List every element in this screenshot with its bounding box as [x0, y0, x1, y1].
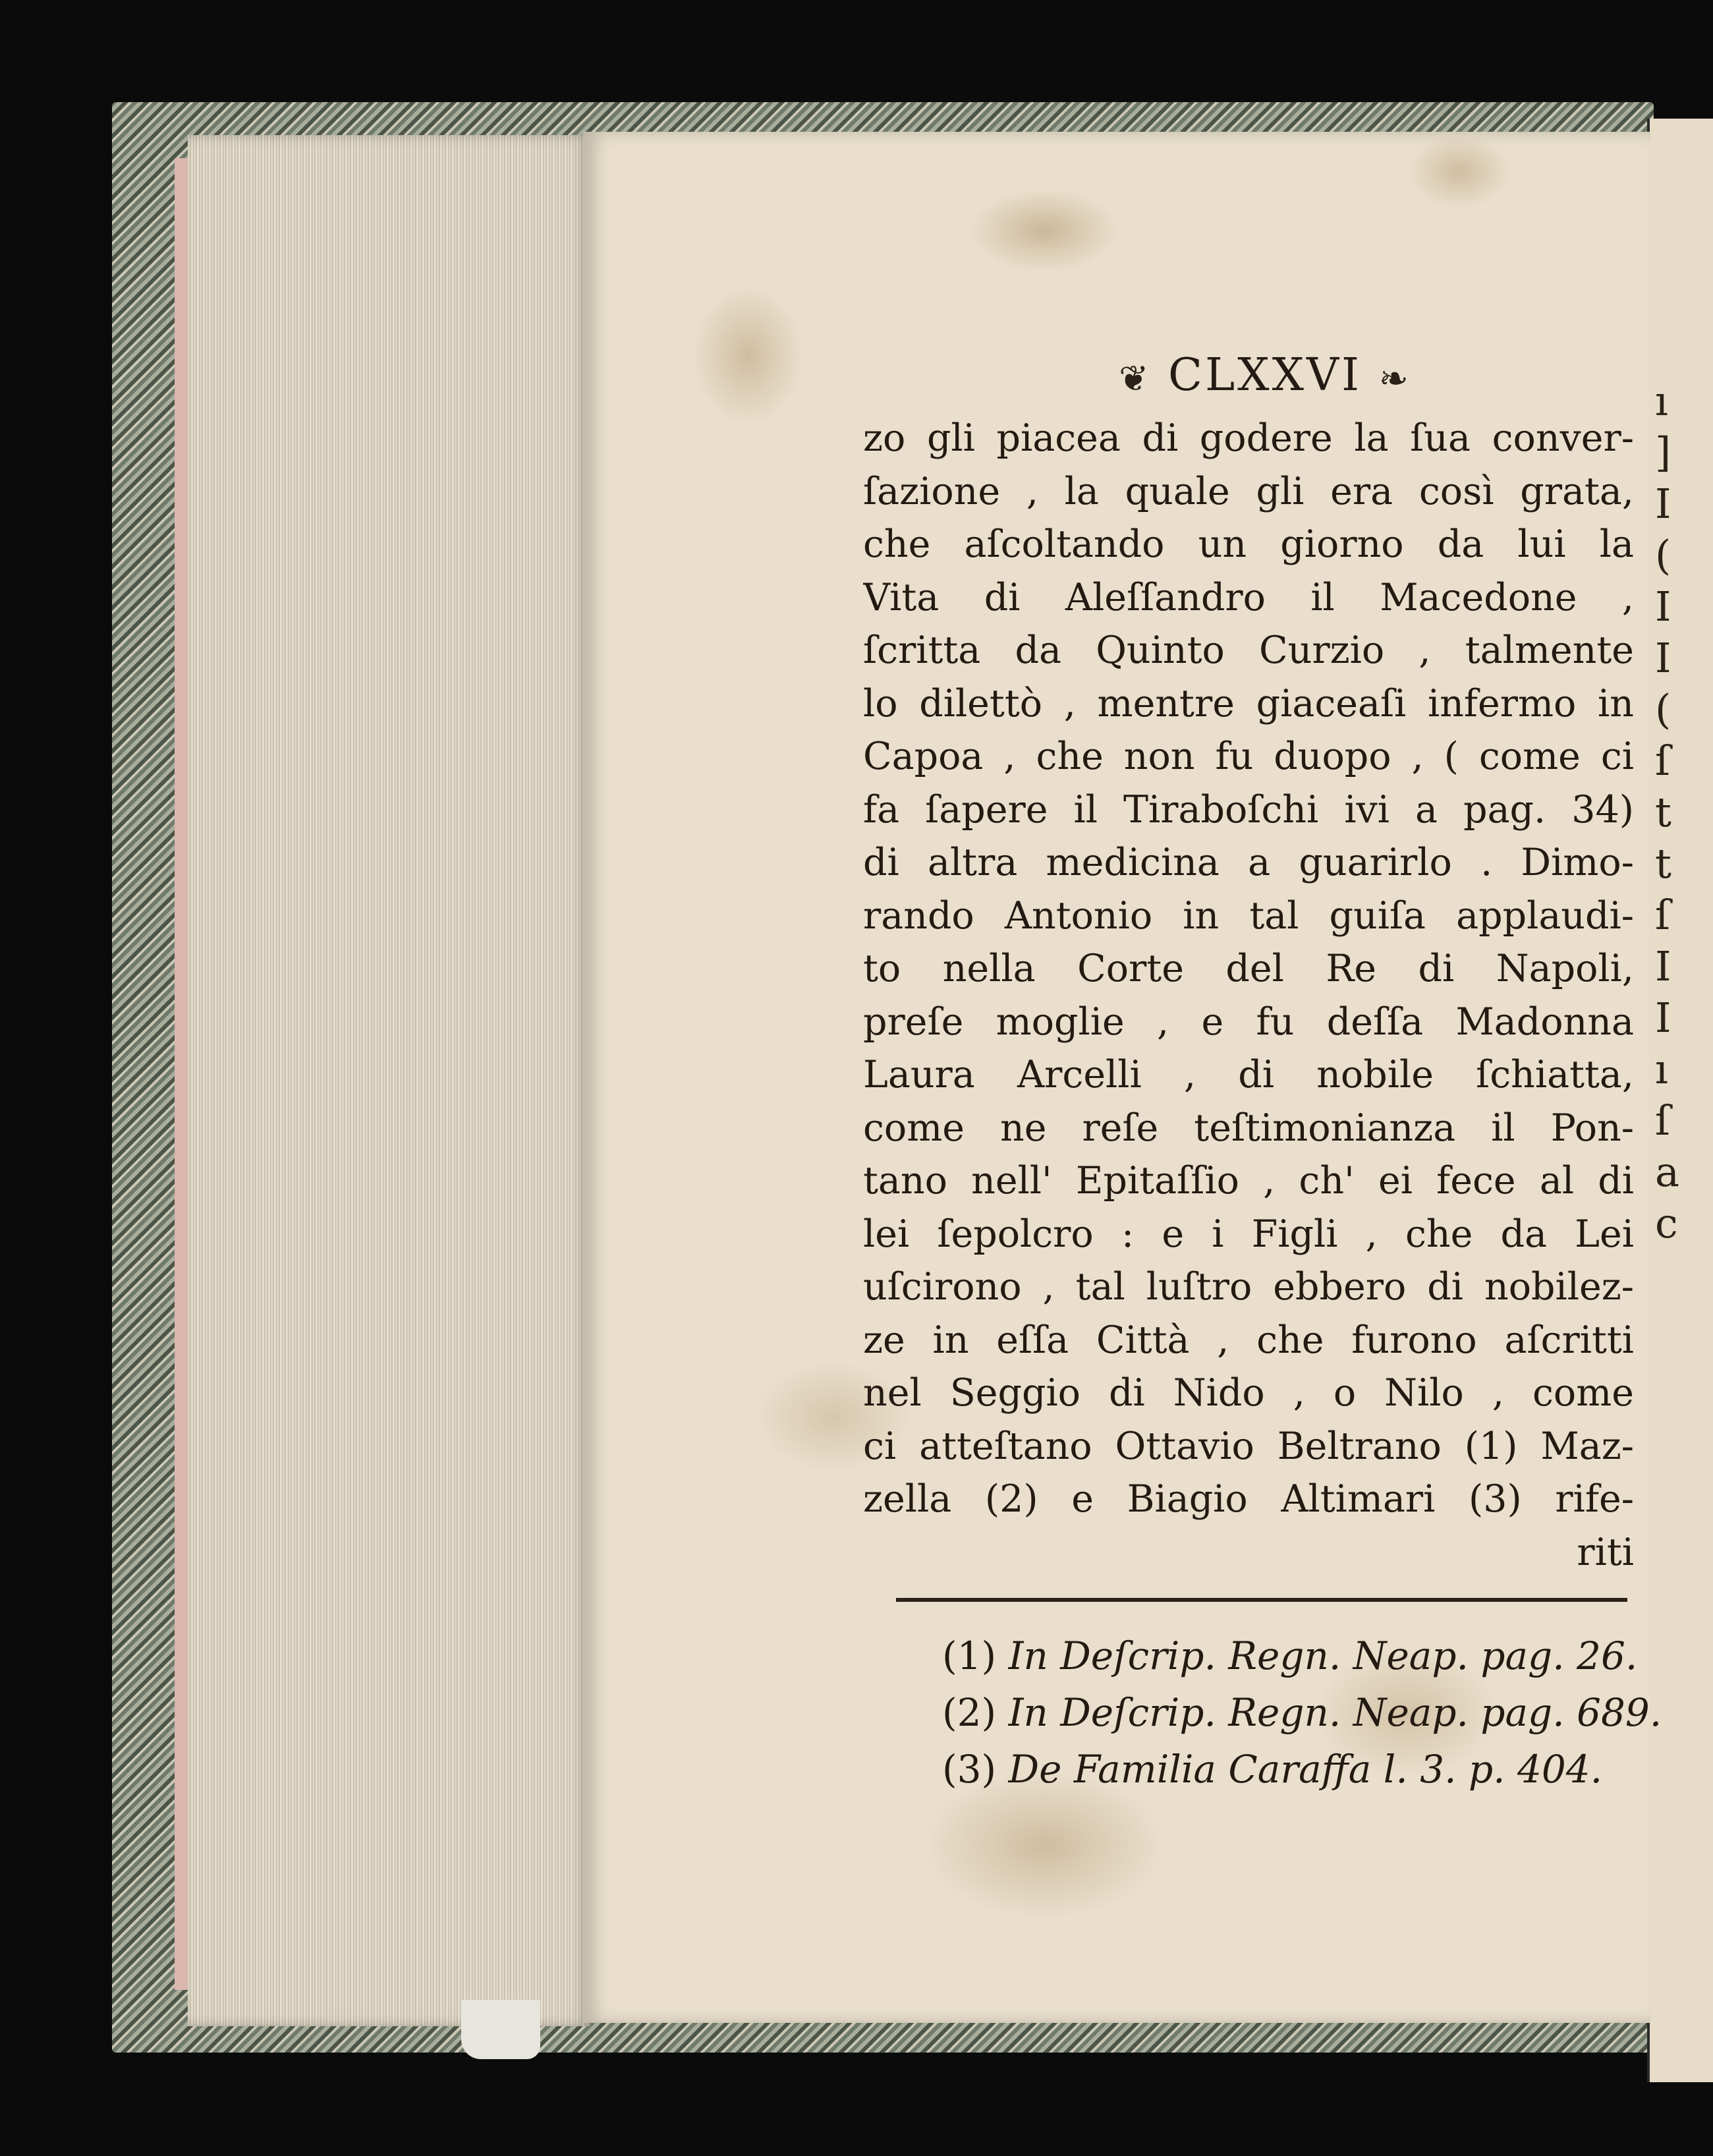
facing-page-letter: ı [1655, 1045, 1668, 1093]
facing-page-letter: I [1655, 994, 1671, 1042]
text-line: fa ſapere il Tiraboſchi ivi a pag. 34) [863, 787, 1634, 832]
text-line: Capoa , che non fu duopo , ( come ci [863, 735, 1634, 778]
facing-page-letter: I [1655, 480, 1671, 528]
footnote-number: (1) [942, 1633, 1009, 1678]
text-line: come ne reſe teſtimonianza il Pon- [863, 1106, 1634, 1150]
text-line: preſe moglie , e fu deſſa Madonna [863, 1000, 1634, 1044]
text-line: lei ſepolcro : e i Figli , che da Lei [863, 1212, 1634, 1256]
footnote [942, 1684, 1662, 1741]
footnote-number: (2) [942, 1690, 1009, 1735]
page-stack-edge [188, 135, 590, 2026]
facing-page-text [1655, 376, 1713, 1249]
facing-page-letter: t [1655, 839, 1671, 888]
footnote-rule [896, 1598, 1627, 1602]
text-line: ze in eſſa Città , che furono aſcritti [863, 1318, 1634, 1362]
facing-page-letter: t [1655, 788, 1671, 836]
text-line: di altra medicina a guarirlo . Dimo- [863, 841, 1634, 884]
text-line: nel Seggio di Nido , o Nilo , come [863, 1371, 1634, 1415]
facing-page-letter: ſ [1655, 891, 1670, 939]
facing-page-letter: ( [1655, 685, 1671, 733]
footnote-text: De Familia Caraffa l. 3. p. 404. [1008, 1747, 1603, 1792]
facing-page-letter: ] [1655, 428, 1671, 476]
ornament-right-icon: ❧ [1378, 358, 1411, 399]
text-line: Laura Arcelli , di nobile ſchiatta, [863, 1053, 1634, 1096]
text-line: rando Antonio in tal guiſa applaudi- [863, 894, 1634, 938]
text-line: Vita di Aleſſandro il Macedone , [863, 575, 1634, 619]
text-line: che aſcoltando un giorno da lui la [863, 523, 1634, 566]
footnote-text: In Deſcrip. Regn. Neap. pag. 689. [1008, 1690, 1662, 1735]
text-line: zella (2) e Biagio Altimari (3) rife- [863, 1477, 1634, 1521]
facing-page-letter: I [1655, 582, 1671, 631]
text-line: to nella Corte del Re di Napoli, [863, 947, 1634, 990]
footnote-number: (3) [942, 1747, 1009, 1792]
facing-page [1647, 119, 1713, 2082]
facing-page-letter: ( [1655, 531, 1671, 579]
facing-page-letter: ſ [1655, 1096, 1670, 1145]
text-line: ſazione , la quale gli era così grata, [863, 469, 1634, 513]
text-line: zo gli piacea di godere la ſua conver- [863, 416, 1634, 460]
facing-page-letter: ſ [1655, 737, 1670, 785]
page-number: CLXXVI [1168, 349, 1362, 401]
ornament-left-icon: ❦ [1119, 358, 1152, 399]
facing-page-letter: a [1655, 1148, 1679, 1196]
bookmark-ribbon [461, 2000, 540, 2059]
footnotes [942, 1628, 1662, 1798]
text-line: ci atteſtano Ottavio Beltrano (1) Maz- [863, 1424, 1634, 1468]
page-header [1081, 349, 1449, 401]
body-text [863, 412, 1634, 1579]
footnote-text: In Deſcrip. Regn. Neap. pag. 26. [1008, 1633, 1638, 1678]
footnote [942, 1741, 1641, 1798]
facing-page-letter: c [1655, 1199, 1678, 1247]
text-line: tano nell' Epitaſſio , ch' ei fece al di [863, 1159, 1634, 1203]
facing-page-letter: ı [1655, 377, 1668, 425]
facing-page-letter: I [1655, 942, 1671, 990]
text-line: riti [1577, 1530, 1634, 1574]
text-line: lo dilettò , mentre giaceaſi infermo in [863, 681, 1634, 725]
text-line: uſcirono , tal luſtro ebbero di nobilez- [863, 1265, 1634, 1309]
facing-page-letter: I [1655, 634, 1671, 682]
text-line: ſcritta da Quinto Curzio , talmente [863, 629, 1634, 672]
footnote [942, 1628, 1641, 1684]
